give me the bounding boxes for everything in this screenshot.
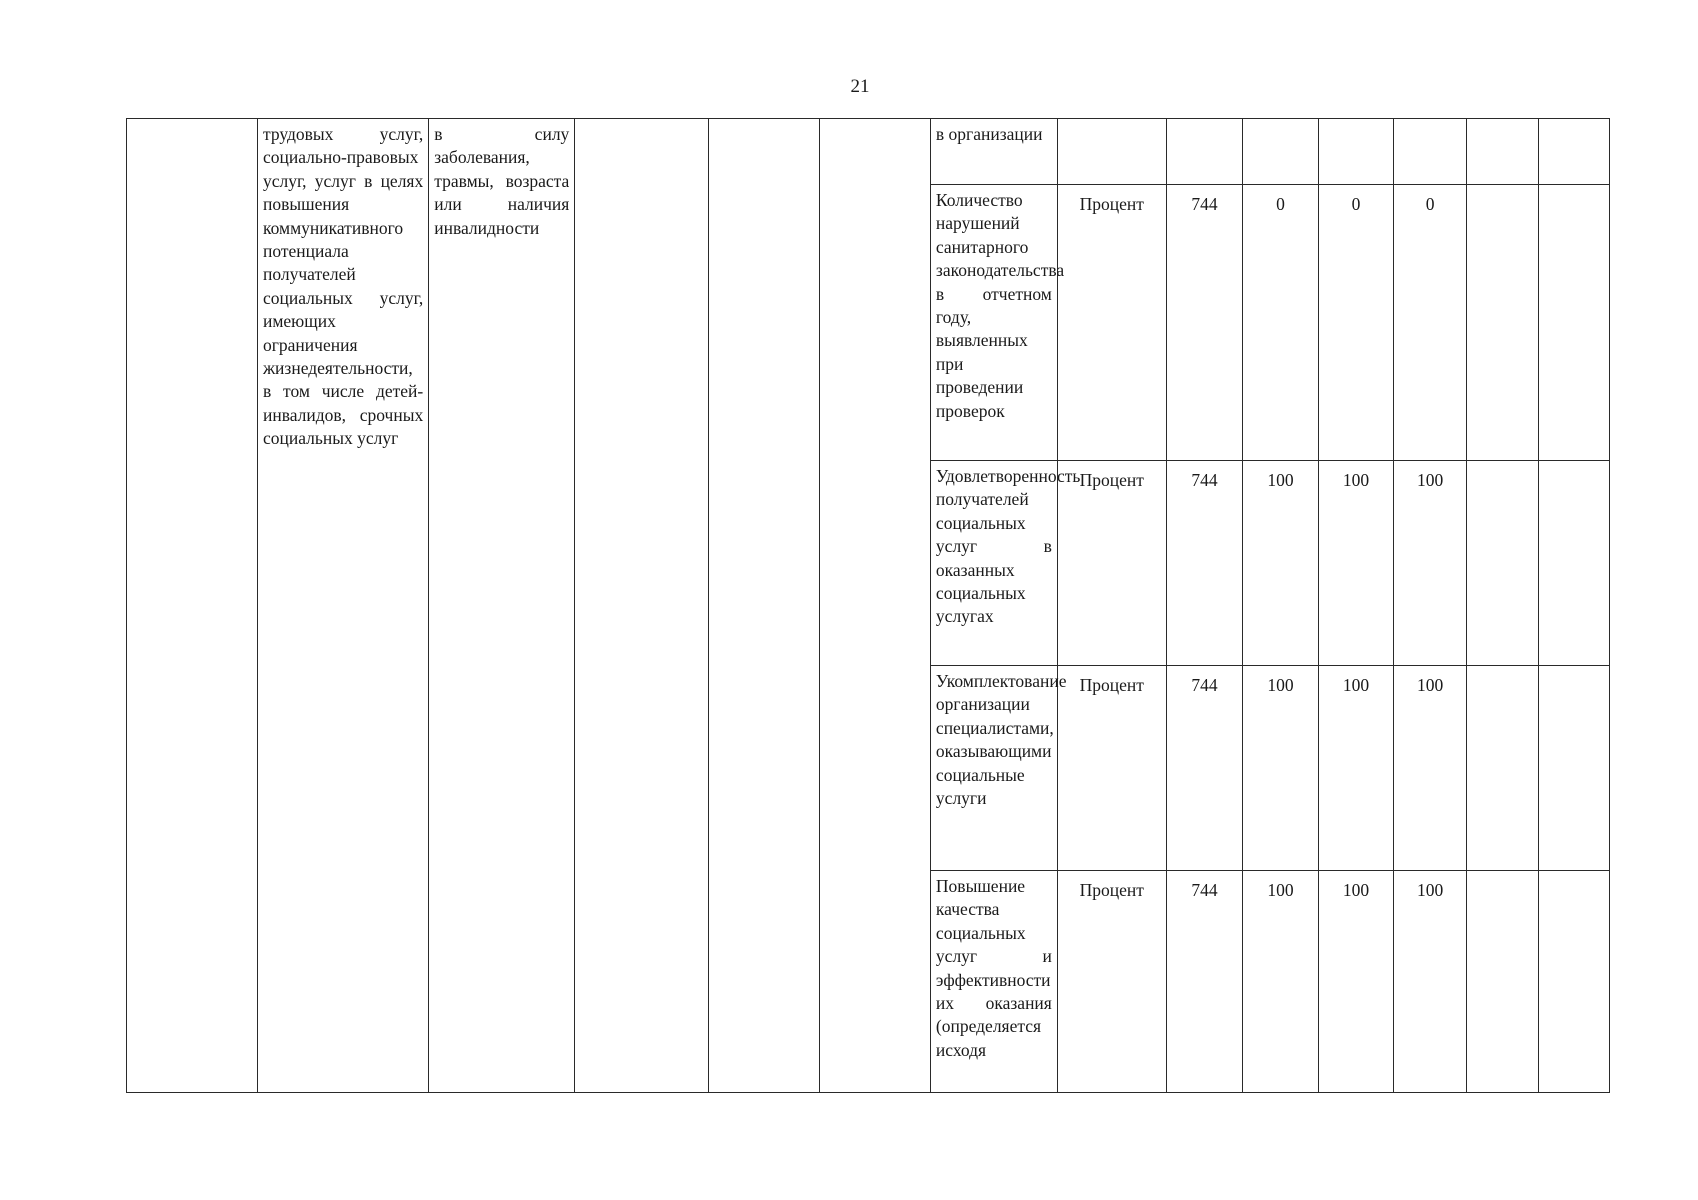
indicator-name-cell: Укомплектование организации специалистами, оказывающими социальные услуги (930, 666, 1057, 871)
empty-cell (1539, 119, 1610, 185)
code-cell: 744 (1166, 666, 1243, 871)
indicator-name-cell: в организации (930, 119, 1057, 185)
indicators-table (126, 118, 1610, 1093)
empty-cell (820, 119, 931, 1093)
code-cell (1166, 119, 1243, 185)
indicator-name-cell: Количество нарушений санитарного законодательства в отчетном году, выявленных при проведении проверок (930, 185, 1057, 461)
indicator-name-cell: Удовлетворенность получателей социальных услуг в оказанных социальных услугах (930, 461, 1057, 666)
value-cell: 0 (1318, 185, 1394, 461)
value-cell: 0 (1394, 185, 1467, 461)
value-cell: 100 (1394, 871, 1467, 1093)
service-condition-cell: в силу заболевания, травмы, возраста или наличия инвалидности (429, 119, 575, 1093)
empty-cell (1466, 666, 1539, 871)
value-cell (1394, 119, 1467, 185)
value-cell: 100 (1394, 666, 1467, 871)
unit-cell: Процент (1057, 666, 1166, 871)
empty-cell (1466, 119, 1539, 185)
value-cell: 100 (1318, 666, 1394, 871)
indicator-name-cell: Повышение качества социальных услуг и эффективности их оказания (определяется исходя (930, 871, 1057, 1093)
table-row (127, 119, 1610, 185)
value-cell: 100 (1243, 871, 1319, 1093)
empty-cell (1539, 461, 1610, 666)
empty-cell (1466, 185, 1539, 461)
code-cell: 744 (1166, 871, 1243, 1093)
empty-cell (127, 119, 258, 1093)
service-content-cell: трудовых услуг, социально-правовых услуг, услуг в целях повышения коммуникативного потенциала получателей социальных услуг, имеющих ограничения жизнедеятельности, в том числе детей-инвалидов, срочных социальных услуг (257, 119, 428, 1093)
unit-cell: Процент (1057, 185, 1166, 461)
value-cell: 100 (1243, 666, 1319, 871)
value-cell (1318, 119, 1394, 185)
value-cell: 100 (1318, 461, 1394, 666)
empty-cell (1539, 666, 1610, 871)
empty-cell (1539, 871, 1610, 1093)
unit-cell: Процент (1057, 461, 1166, 666)
empty-cell (709, 119, 820, 1093)
unit-cell (1057, 119, 1166, 185)
code-cell: 744 (1166, 461, 1243, 666)
empty-cell (1539, 185, 1610, 461)
empty-cell (1466, 461, 1539, 666)
value-cell: 100 (1394, 461, 1467, 666)
code-cell: 744 (1166, 185, 1243, 461)
value-cell: 100 (1243, 461, 1319, 666)
empty-cell (1466, 871, 1539, 1093)
value-cell: 0 (1243, 185, 1319, 461)
value-cell: 100 (1318, 871, 1394, 1093)
page-number: 21 (850, 76, 870, 97)
unit-cell: Процент (1057, 871, 1166, 1093)
value-cell (1243, 119, 1319, 185)
empty-cell (575, 119, 709, 1093)
